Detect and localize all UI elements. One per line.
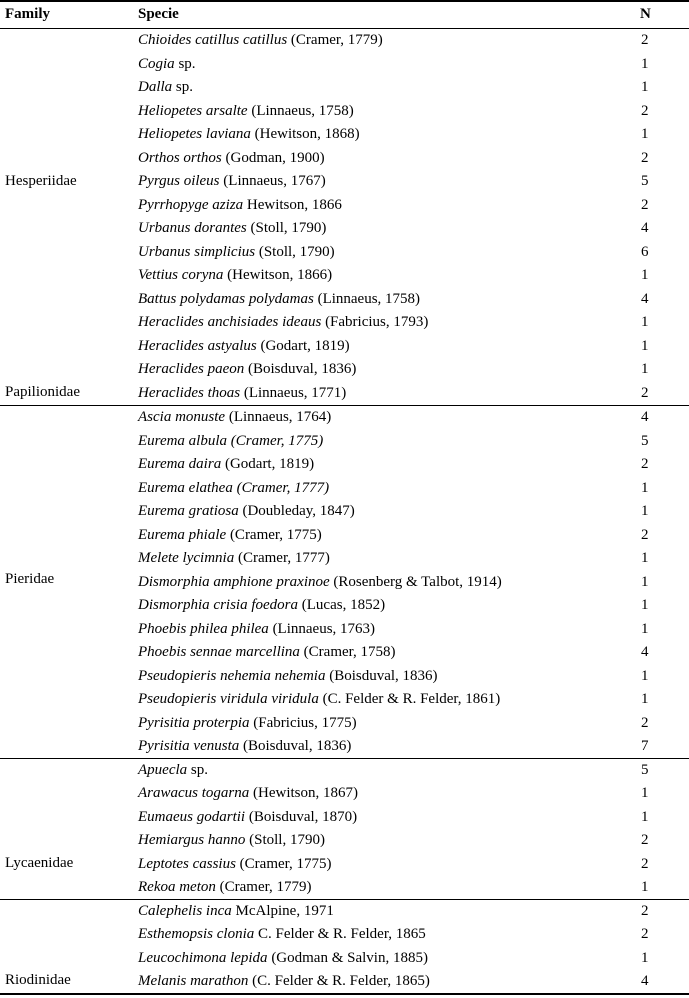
species-name [138,785,358,802]
species-name [138,32,383,49]
species-author: (Hewitson, 1866) [223,267,333,283]
count-value: 2 [641,384,649,401]
species-name [138,433,323,450]
species-author: (Boisduval, 1836) [325,667,438,684]
count-value: 1 [641,314,649,330]
count-value: 1 [641,785,649,801]
count-value: 5 [641,432,649,449]
table-row [0,477,689,501]
species-name [138,832,325,849]
species-binomial: Apuecla [138,761,188,778]
species-name [138,715,357,732]
family-group [0,29,689,288]
species-author: (Doubleday, 1847) [238,503,355,519]
count-value: 2 [641,456,649,472]
species-name [138,950,428,967]
species-name [138,903,334,920]
species-author: (Cramer, 1758) [299,644,396,660]
species-author: (Lucas, 1852) [298,597,386,613]
species-author: (Cramer, 1775) [226,526,322,543]
count-value: 2 [641,196,649,213]
table-row [0,430,689,454]
table-row [0,264,689,288]
species-author: (Stoll, 1790) [245,832,325,848]
species-author: (Linnaeus, 1763) [268,620,376,637]
table-row [0,358,689,382]
count-value: 4 [641,973,649,989]
species-author: sp. [172,79,194,95]
count-value: 1 [641,479,649,496]
table-row [0,217,689,241]
table-row [0,241,689,265]
table-row [0,853,689,877]
count-value: 1 [641,337,649,354]
table-row [0,194,689,218]
header-specie: Specie [138,6,179,22]
species-binomial: Hemiargus hanno [138,832,246,848]
family-label: Lycaenidae [5,854,74,871]
species-name [138,550,330,567]
table-row [0,76,689,100]
species-author: (Linnaeus, 1771) [240,384,347,401]
species-binomial: Cogia [138,55,175,72]
species-binomial: Dalla [138,79,173,95]
species-name [138,926,426,943]
count-value: 2 [641,102,649,119]
family-label: Riodinidae [5,971,71,988]
species-name [138,197,342,214]
count-value: 1 [641,550,649,566]
count-value: 1 [641,361,649,377]
table-row [0,524,689,548]
species-binomial: Leucochimona lepida [138,949,268,966]
family-group [0,288,689,406]
table-row [0,406,689,430]
table-row [0,829,689,853]
species-author: (Cramer, 1779) [215,879,312,895]
species-binomial: Leptotes cassius [138,855,236,872]
species-author: (Cramer, 1779) [287,32,383,48]
table-row [0,311,689,335]
count-value: 4 [641,409,649,425]
species-author: McAlpine, 1971 [231,902,334,919]
table-row [0,970,689,994]
count-value: 4 [641,220,649,236]
species-name [138,56,196,73]
species-author: (Cramer, 1775) [235,855,332,872]
species-binomial: Heraclides paeon [138,361,245,377]
table-row [0,594,689,618]
species-author: (Linnaeus, 1758) [247,102,354,119]
species-name [138,150,325,167]
species-name [138,314,428,331]
species-binomial: Heraclides anchisiades ideaus [138,314,322,330]
species-binomial: Urbanus simplicius [138,243,256,260]
table-row [0,618,689,642]
species-author: (Fabricius, 1775) [249,714,357,731]
species-name [138,809,357,826]
table-row [0,571,689,595]
species-author: Hewitson, 1866 [243,196,342,213]
species-name [138,267,332,284]
table-row [0,382,689,406]
count-value: 5 [641,173,649,189]
species-author: (Linnaeus, 1764) [225,409,332,425]
species-binomial: Vettius coryna [138,267,224,283]
species-binomial: Pseudopieris viridula viridula [138,691,319,707]
species-binomial: Rekoa meton [138,879,216,895]
count-value: 7 [641,738,649,754]
count-value: 1 [641,949,649,966]
species-author: (Godart, 1819) [221,456,315,472]
species-binomial: Calephelis inca [138,902,232,919]
count-value: 2 [641,855,649,872]
species-author: (Linnaeus, 1758) [313,290,421,307]
species-name [138,338,350,355]
table-row [0,500,689,524]
species-author: (C. Felder & R. Felder, 1865) [248,973,430,989]
species-author: sp. [174,55,196,72]
table-row [0,900,689,924]
table-row [0,735,689,759]
table-row [0,688,689,712]
family-label: Pieridae [5,571,55,587]
table-row [0,876,689,900]
table-row [0,288,689,312]
species-name [138,409,331,426]
species-name [138,644,396,661]
count-value: 2 [641,32,649,48]
table-row [0,100,689,124]
species-binomial: Eumaeus godartii [138,808,246,825]
table-row [0,665,689,689]
table-bottom-rule [0,993,689,995]
count-value: 1 [641,691,649,707]
species-name [138,597,385,614]
species-author: (Linnaeus, 1767) [219,173,326,189]
family-label: Papilionidae [5,383,80,400]
species-binomial: Eurema elathea [138,479,233,496]
count-value: 2 [641,149,649,166]
species-binomial: Phoebis philea philea [138,620,269,637]
species-binomial: Eurema daira [138,456,222,472]
header-family: Family [5,6,50,22]
count-value: 2 [641,714,649,731]
species-name [138,691,500,708]
species-binomial: Esthemopsis clonia [138,926,255,942]
table-row [0,641,689,665]
species-binomial: Heraclides astyalus [138,337,257,354]
count-value: 2 [641,902,649,919]
species-author: (Stoll, 1790) [255,243,335,260]
count-value: 6 [641,243,649,260]
count-value: 1 [641,573,649,590]
species-binomial: Eurema phiale [138,526,227,543]
species-name [138,738,351,755]
table-row [0,123,689,147]
species-binomial: Melete lycimnia [138,550,235,566]
species-author: (Stoll, 1790) [246,220,327,236]
species-binomial: Pyrisitia proterpia [138,714,250,731]
species-binomial: Arawacus togarna [138,785,250,801]
table-row [0,53,689,77]
species-name [138,879,312,896]
table-row [0,29,689,53]
table-row [0,806,689,830]
species-name [138,527,322,544]
species-author: (Boisduval, 1836) [244,361,357,377]
family-group [0,405,689,759]
species-name [138,668,438,685]
family-label: Hesperiidae [5,173,77,189]
table-row [0,759,689,783]
count-value: 1 [641,879,649,895]
count-value: 1 [641,808,649,825]
species-name [138,456,314,473]
count-value: 1 [641,126,649,142]
family-group [0,758,689,900]
species-author: (Godart, 1819) [256,337,350,354]
count-value: 2 [641,926,649,942]
species-binomial: Eurema albula [138,432,228,449]
species-binomial: Pyrisitia venusta [138,738,240,754]
table-row [0,170,689,194]
count-value: 1 [641,667,649,684]
count-value: 1 [641,267,649,283]
species-name [138,173,326,190]
species-author: (Boisduval, 1836) [239,738,352,754]
species-author: (Hewitson, 1867) [249,785,359,801]
count-value: 1 [641,79,649,95]
species-binomial: Pyrrhopyge aziza [138,196,244,213]
species-author: (Boisduval, 1870) [245,808,358,825]
species-author: (Cramer, 1777) [234,550,330,566]
table-row [0,947,689,971]
species-binomial: Heliopetes laviana [138,126,251,142]
species-name [138,762,208,779]
species-name [138,79,193,96]
species-binomial: Ascia monuste [138,409,226,425]
count-value: 5 [641,761,649,778]
species-binomial: Orthos orthos [138,149,222,166]
species-binomial: Dismorphia amphione praxinoe [138,573,330,590]
species-name [138,973,430,990]
species-author: (Godman, 1900) [221,149,325,166]
species-name [138,244,335,261]
header-n: N [640,6,651,22]
species-author: (Hewitson, 1868) [250,126,360,142]
species-name [138,103,354,120]
species-binomial: Dismorphia crisia foedora [138,597,299,613]
species-name [138,291,420,308]
species-binomial: Pseudopieris nehemia nehemia [138,667,326,684]
species-author: (Godman & Salvin, 1885) [267,949,428,966]
species-name [138,856,332,873]
table-row [0,453,689,477]
species-author: sp. [187,761,208,778]
species-author: (Cramer, 1777) [232,479,330,496]
species-author: (Cramer, 1775) [227,432,324,449]
species-binomial: Phoebis sennae marcellina [138,644,300,660]
count-value: 4 [641,644,649,660]
species-name [138,385,346,402]
species-binomial: Melanis marathon [138,973,249,989]
count-value: 4 [641,290,649,307]
count-value: 2 [641,526,649,543]
count-value: 1 [641,620,649,637]
table-row [0,923,689,947]
count-value: 1 [641,597,649,613]
table-header [0,0,689,29]
species-author: C. Felder & R. Felder, 1865 [254,926,426,942]
count-value: 2 [641,832,649,848]
species-name [138,503,355,520]
table-row [0,335,689,359]
species-name [138,220,326,237]
species-binomial: Urbanus dorantes [138,220,247,236]
species-name [138,574,502,591]
species-name [138,480,329,497]
table-row [0,147,689,171]
species-author: (Fabricius, 1793) [321,314,429,330]
species-binomial: Eurema gratiosa [138,503,239,519]
species-binomial: Chioides catillus catillus [138,32,288,48]
species-author: (C. Felder & R. Felder, 1861) [318,691,501,707]
table-row [0,547,689,571]
count-value: 1 [641,503,649,519]
species-name [138,361,356,378]
table-row [0,712,689,736]
count-value: 1 [641,55,649,72]
species-binomial: Pyrgus oileus [138,173,220,189]
species-binomial: Heliopetes arsalte [138,102,248,119]
species-name [138,621,375,638]
family-group [0,899,689,994]
species-binomial: Heraclides thoas [138,384,241,401]
table-row [0,782,689,806]
species-name [138,126,360,143]
species-author: (Rosenberg & Talbot, 1914) [329,573,502,590]
species-binomial: Battus polydamas polydamas [138,290,314,307]
